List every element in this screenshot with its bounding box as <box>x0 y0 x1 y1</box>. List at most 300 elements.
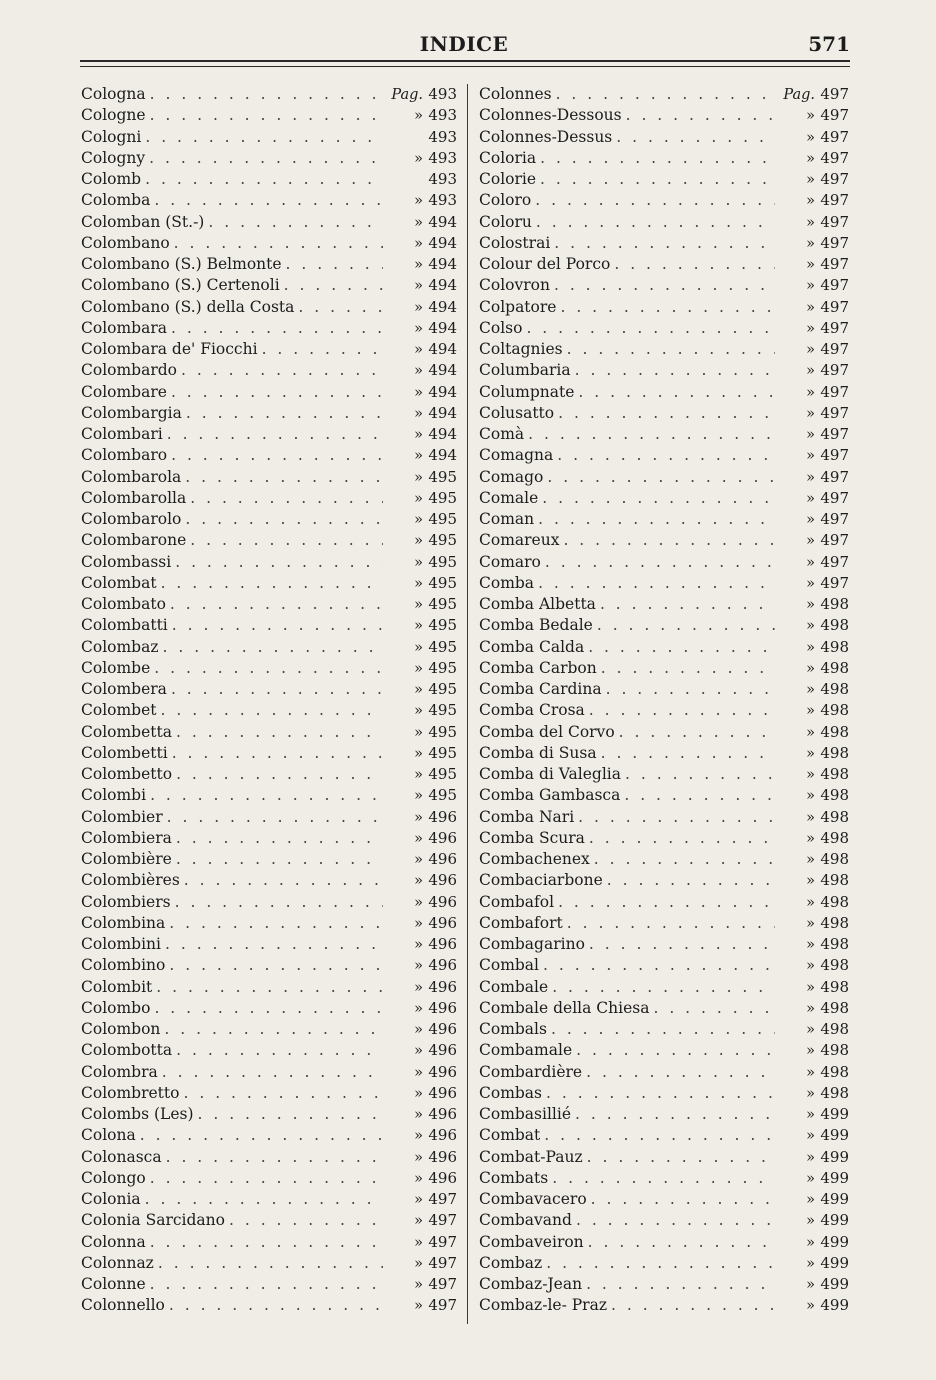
entry-name: Colombatti <box>81 616 168 635</box>
entry-page-number: 494 <box>428 276 457 295</box>
entry-page-number: 496 <box>428 998 457 1017</box>
dot-leader <box>585 828 775 849</box>
entry-page-number: 496 <box>428 1105 457 1123</box>
entry-name: Combagarino <box>479 935 585 953</box>
index-entry <box>479 849 849 870</box>
entry-page-number: 496 <box>428 913 457 932</box>
dot-leader <box>165 913 383 934</box>
dot-leader <box>649 998 775 1019</box>
dot-leader <box>146 84 383 105</box>
index-entry <box>81 488 457 509</box>
index-entry <box>479 509 849 530</box>
entry-page-prefix: » <box>414 214 423 231</box>
entry-page-number: 496 <box>428 892 457 911</box>
entry-page-prefix: » <box>414 958 423 975</box>
index-entry <box>81 955 457 976</box>
entry-name: Colombini <box>81 935 161 953</box>
entry-name: Colombano (S.) Belmonte <box>81 255 282 273</box>
index-entry <box>479 1019 849 1040</box>
entry-name: Colombra <box>81 1062 158 1081</box>
entry-page-number: 498 <box>820 765 849 783</box>
entry-page-number: 498 <box>820 998 849 1017</box>
entry-page-prefix: » <box>414 852 423 868</box>
entry-page-number: 495 <box>428 765 457 783</box>
entry-page-prefix: » <box>414 469 423 486</box>
index-entry <box>81 722 457 743</box>
entry-page-prefix: » <box>414 745 423 762</box>
dot-leader <box>621 764 775 785</box>
entry-name: Combaz-le- Praz <box>479 1296 607 1315</box>
entry-page-number: 493 <box>428 85 457 103</box>
dot-leader <box>141 169 383 190</box>
entry-page-prefix: » <box>806 597 815 613</box>
entry-page-number: 494 <box>428 425 457 443</box>
entry-page-number: 497 <box>428 1253 457 1272</box>
index-entry <box>479 955 849 976</box>
entry-name: Combals <box>479 1020 547 1038</box>
index-entry <box>81 190 457 211</box>
index-entry <box>81 1147 457 1168</box>
entry-page-prefix: » <box>414 1022 423 1038</box>
dot-leader <box>574 382 775 403</box>
index-entry <box>81 1104 457 1125</box>
entry-page-prefix: » <box>806 1043 815 1060</box>
dot-leader <box>612 127 775 148</box>
dot-leader <box>136 1125 383 1146</box>
dot-leader <box>150 998 383 1019</box>
entry-page-prefix: » <box>414 533 423 550</box>
dot-leader <box>583 1147 775 1168</box>
entry-page-prefix: » <box>414 915 423 932</box>
entry-page-prefix: » <box>414 490 423 507</box>
entry-page-prefix: Pag. <box>783 87 815 103</box>
entry-name: Comba Carbon <box>479 658 597 677</box>
entry-name: Colomb <box>81 170 142 188</box>
dot-leader <box>145 148 383 169</box>
entry-name: Colovron <box>479 276 550 295</box>
entry-page-prefix: » <box>806 724 815 741</box>
entry-page-prefix: » <box>806 830 815 847</box>
entry-page-prefix: » <box>806 320 815 337</box>
index-entry <box>81 1232 457 1253</box>
entry-name: Comà <box>479 425 525 443</box>
index-entry <box>81 105 457 126</box>
entry-name: Colombino <box>81 956 166 975</box>
entry-name: Colombi <box>81 786 147 805</box>
header-rule <box>80 60 850 62</box>
dot-leader <box>167 318 383 339</box>
entry-page-number: 497 <box>820 340 849 358</box>
dot-leader <box>571 360 775 381</box>
dot-leader <box>141 127 383 148</box>
entry-page-prefix: » <box>806 1255 815 1272</box>
entry-page-prefix: » <box>414 554 423 571</box>
entry-page-prefix: » <box>806 299 815 316</box>
dot-leader <box>547 1019 775 1040</box>
dot-leader <box>610 254 775 275</box>
entry-name: Colombargia <box>81 403 182 422</box>
entry-page-prefix: » <box>414 405 423 422</box>
dot-leader <box>161 934 383 955</box>
entry-page-prefix: » <box>414 660 423 677</box>
dot-leader <box>620 785 775 806</box>
index-entry <box>81 807 457 828</box>
index-entry <box>81 382 457 403</box>
entry-name: Colombarola <box>81 467 182 486</box>
entry-page-prefix: » <box>806 1000 815 1017</box>
index-entry <box>479 637 849 658</box>
entry-page-number: 495 <box>428 467 457 486</box>
entry-name: Colombo <box>81 998 151 1017</box>
entry-page-number: 497 <box>428 1275 457 1293</box>
entry-page-prefix: » <box>414 320 423 337</box>
entry-name: Combafort <box>479 913 563 932</box>
entry-name: Colombières <box>81 871 180 890</box>
entry-name: Comba Bedale <box>479 616 593 635</box>
entry-page-number: 497 <box>820 148 849 167</box>
entry-page-prefix: » <box>414 1170 423 1187</box>
dot-leader <box>585 700 775 721</box>
entry-name: Combaz <box>479 1253 543 1272</box>
entry-page-prefix: » <box>414 342 423 358</box>
dot-leader <box>163 807 383 828</box>
entry-page-prefix: » <box>414 1149 423 1166</box>
dot-leader <box>540 1125 775 1146</box>
entry-name: Colomban (St.-) <box>81 212 205 231</box>
entry-page-number: 494 <box>428 382 457 401</box>
entry-page-prefix: » <box>806 150 815 167</box>
dot-leader <box>168 743 383 764</box>
entry-page-prefix: » <box>806 278 815 295</box>
entry-page-prefix: » <box>806 448 815 465</box>
entry-page-prefix: » <box>806 257 815 273</box>
entry-page-prefix: » <box>806 575 815 592</box>
index-entry <box>479 297 849 318</box>
entry-page-number: 496 <box>428 1168 457 1187</box>
entry-page-number: 497 <box>820 297 849 316</box>
index-entry <box>479 127 849 148</box>
dot-leader <box>587 1189 775 1210</box>
entry-page-number: 495 <box>428 701 457 720</box>
dot-leader <box>554 403 775 424</box>
entry-name: Colombera <box>81 680 167 698</box>
entry-page-prefix: » <box>806 172 815 188</box>
entry-name: Colombarone <box>81 531 187 550</box>
dot-leader <box>541 552 775 573</box>
entry-name: Colombari <box>81 425 163 443</box>
entry-page-number: 498 <box>820 977 849 996</box>
dot-leader <box>146 785 383 806</box>
dot-leader <box>582 1062 775 1083</box>
entry-name: Comareux <box>479 531 560 550</box>
entry-name: Comba Gambasca <box>479 786 621 805</box>
entry-page-number: 499 <box>820 1126 849 1145</box>
index-entry <box>81 913 457 934</box>
entry-page-number: 497 <box>820 552 849 571</box>
entry-page-number: 494 <box>428 255 457 273</box>
entry-name: Colostrai <box>479 233 551 252</box>
entry-name: Colombiers <box>81 892 171 911</box>
entry-page-number: 498 <box>820 595 849 613</box>
entry-name: Combardière <box>479 1062 583 1081</box>
entry-page-prefix: » <box>806 193 815 210</box>
dot-leader <box>171 892 383 913</box>
entry-page-prefix: » <box>806 512 815 528</box>
dot-leader <box>150 658 383 679</box>
entry-name: Cologni <box>81 127 142 146</box>
index-entry <box>479 212 849 233</box>
entry-page-number: 496 <box>428 807 457 826</box>
entry-page-prefix: » <box>414 235 423 252</box>
index-entry <box>81 84 457 105</box>
dot-leader <box>154 1253 383 1274</box>
entry-page-number: 498 <box>820 828 849 847</box>
dot-leader <box>522 318 775 339</box>
dot-leader <box>553 445 775 466</box>
dot-leader <box>186 530 383 551</box>
entry-page-number: 499 <box>820 1105 849 1123</box>
entry-page-prefix: » <box>806 490 815 507</box>
entry-name: Colombière <box>81 850 172 868</box>
entry-name: Coman <box>479 510 535 528</box>
dot-leader <box>534 509 775 530</box>
entry-page-number: 498 <box>820 722 849 741</box>
index-entry <box>479 913 849 934</box>
entry-page-number: 493 <box>428 191 457 210</box>
entry-name: Colombano <box>81 233 170 252</box>
entry-name: Colombato <box>81 595 166 613</box>
entry-name: Combamale <box>479 1041 573 1060</box>
dot-leader <box>163 424 383 445</box>
index-entry <box>81 127 457 148</box>
dot-leader <box>582 1274 775 1295</box>
entry-name: Colonasca <box>81 1147 162 1166</box>
entry-name: Combafol <box>479 892 555 911</box>
entry-page-number: 495 <box>428 637 457 656</box>
entry-page-number: 497 <box>820 573 849 592</box>
dot-leader <box>181 467 383 488</box>
entry-page-number: 497 <box>820 531 849 550</box>
entry-page-prefix: » <box>806 235 815 252</box>
dot-leader <box>146 105 383 126</box>
dot-leader <box>172 764 383 785</box>
entry-name: Colour del Porco <box>479 255 611 273</box>
entry-name: Colonnaz <box>81 1253 154 1272</box>
entry-name: Combats <box>479 1168 549 1187</box>
index-entry <box>479 233 849 254</box>
entry-name: Combale <box>479 977 549 996</box>
entry-name: Colombon <box>81 1020 161 1038</box>
entry-page-prefix: » <box>806 533 815 550</box>
index-entry <box>81 998 457 1019</box>
index-entry <box>81 552 457 573</box>
entry-name: Coloro <box>479 191 532 210</box>
entry-page-prefix: » <box>414 724 423 741</box>
entry-name: Combas <box>479 1083 543 1102</box>
entry-page-number: 498 <box>820 637 849 656</box>
index-entry <box>479 403 849 424</box>
entry-name: Combaciarbone <box>479 871 603 890</box>
entry-page-number: 497 <box>820 446 849 465</box>
entry-page-number: 495 <box>428 786 457 805</box>
dot-leader <box>170 233 383 254</box>
entry-page-number: 498 <box>820 871 849 890</box>
index-entry <box>81 403 457 424</box>
entry-page-prefix: » <box>414 1107 423 1123</box>
entry-page-prefix: » <box>414 193 423 210</box>
entry-name: Colombretto <box>81 1083 180 1102</box>
entry-page-prefix: » <box>414 427 423 443</box>
entry-page-number: 495 <box>428 573 457 592</box>
dot-leader <box>157 573 383 594</box>
entry-name: Comba Nari <box>479 807 575 826</box>
entry-page-number: 497 <box>820 106 849 125</box>
entry-page-prefix: » <box>806 1192 815 1208</box>
index-entry <box>479 1274 849 1295</box>
entry-page-prefix: » <box>806 682 815 698</box>
entry-page-number: 496 <box>428 956 457 975</box>
dot-leader <box>536 169 775 190</box>
entry-page-number: 497 <box>820 467 849 486</box>
dot-leader <box>179 1083 383 1104</box>
entry-page-prefix: » <box>806 363 815 380</box>
entry-page-prefix: » <box>414 639 423 656</box>
entry-page-prefix: » <box>414 618 423 635</box>
entry-page-prefix: » <box>806 469 815 486</box>
entry-page-number: 496 <box>428 1147 457 1166</box>
entry-page-number: 493 <box>428 170 457 188</box>
entry-page-prefix: » <box>414 108 423 125</box>
entry-name: Colomba <box>81 191 151 210</box>
index-entry <box>479 84 849 105</box>
entry-page-prefix: » <box>806 1149 815 1166</box>
entry-page-number: 496 <box>428 828 457 847</box>
index-entry <box>479 360 849 381</box>
entry-page-number: 497 <box>820 127 849 146</box>
column-divider <box>467 84 468 1324</box>
entry-page-number: 498 <box>820 786 849 805</box>
index-entry <box>81 530 457 551</box>
dot-leader <box>571 1104 775 1125</box>
index-entry <box>81 254 457 275</box>
entry-page-prefix: » <box>806 1213 815 1230</box>
index-entry <box>479 530 849 551</box>
entry-page-prefix: » <box>806 703 815 720</box>
index-entry <box>81 339 457 360</box>
entry-page-number: 495 <box>428 488 457 507</box>
entry-page-prefix: » <box>806 1298 815 1315</box>
entry-page-number: 497 <box>820 85 849 103</box>
entry-page-number: 494 <box>428 233 457 252</box>
entry-page-prefix: » <box>806 108 815 125</box>
entry-name: Colpatore <box>479 297 557 316</box>
entry-name: Comba Albetta <box>479 595 596 613</box>
entry-page-number: 495 <box>428 743 457 762</box>
entry-name: Combavand <box>479 1211 572 1230</box>
entry-page-prefix: » <box>806 1277 815 1293</box>
entry-page-number: 497 <box>820 425 849 443</box>
index-entry <box>479 700 849 721</box>
index-entry <box>479 1062 849 1083</box>
entry-page-prefix: » <box>414 682 423 698</box>
index-column-right <box>479 84 849 1317</box>
entry-page-number: 494 <box>428 212 457 231</box>
dot-leader <box>182 403 383 424</box>
entry-page-prefix: » <box>414 278 423 295</box>
dot-leader <box>550 275 775 296</box>
index-entry <box>479 722 849 743</box>
entry-page-prefix: » <box>414 767 423 783</box>
entry-page-prefix: » <box>806 915 815 932</box>
dot-leader <box>538 488 775 509</box>
dot-leader <box>584 637 775 658</box>
entry-name: Comba di Valeglia <box>479 765 622 783</box>
dot-leader <box>225 1210 383 1231</box>
entry-name: Combaz-Jean <box>479 1275 583 1293</box>
entry-name: Colombier <box>81 807 163 826</box>
entry-page-number: 494 <box>428 403 457 422</box>
entry-page-number: 499 <box>820 1147 849 1166</box>
entry-page-prefix: » <box>806 1022 815 1038</box>
entry-name: Combavacero <box>479 1190 587 1208</box>
dot-leader <box>162 1147 383 1168</box>
entry-page-prefix: » <box>414 1277 423 1293</box>
entry-page-number: 498 <box>820 743 849 762</box>
dot-leader <box>597 658 775 679</box>
entry-name: Colombardo <box>81 361 178 380</box>
index-entry <box>81 892 457 913</box>
entry-page-prefix: » <box>806 873 815 890</box>
index-entry <box>81 870 457 891</box>
dot-leader <box>607 1295 775 1316</box>
header-rule-thin <box>80 66 850 67</box>
dot-leader <box>186 488 383 509</box>
index-entry <box>81 1083 457 1104</box>
index-entry <box>81 849 457 870</box>
entry-page-number: 497 <box>820 488 849 507</box>
index-entry <box>81 1295 457 1316</box>
index-entry <box>81 148 457 169</box>
entry-page-prefix: » <box>806 427 815 443</box>
entry-page-number: 497 <box>820 403 849 422</box>
entry-page-prefix: » <box>414 150 423 167</box>
entry-page-number: 496 <box>428 1041 457 1060</box>
entry-page-prefix: » <box>414 363 423 380</box>
index-entry <box>81 212 457 233</box>
dot-leader <box>615 722 775 743</box>
entry-page-number: 496 <box>428 977 457 996</box>
entry-page-number: 498 <box>820 1083 849 1102</box>
entry-page-number: 499 <box>820 1253 849 1272</box>
entry-page-prefix: » <box>806 554 815 571</box>
entry-page-number: 498 <box>820 913 849 932</box>
dot-leader <box>556 297 775 318</box>
dot-leader <box>258 339 383 360</box>
entry-name: Colombano (S.) della Costa <box>81 297 295 316</box>
index-entry <box>479 275 849 296</box>
index-entry <box>81 318 457 339</box>
dot-leader <box>150 190 383 211</box>
entry-name: Columbaria <box>479 361 571 380</box>
entry-page-number: 499 <box>820 1275 849 1293</box>
entry-page-prefix: » <box>806 788 815 805</box>
entry-page-number: 494 <box>428 318 457 337</box>
entry-name: Colombetto <box>81 765 173 783</box>
entry-page-number: 495 <box>428 616 457 635</box>
dot-leader <box>168 615 383 636</box>
entry-page-prefix: » <box>414 703 423 720</box>
index-entry <box>81 1019 457 1040</box>
